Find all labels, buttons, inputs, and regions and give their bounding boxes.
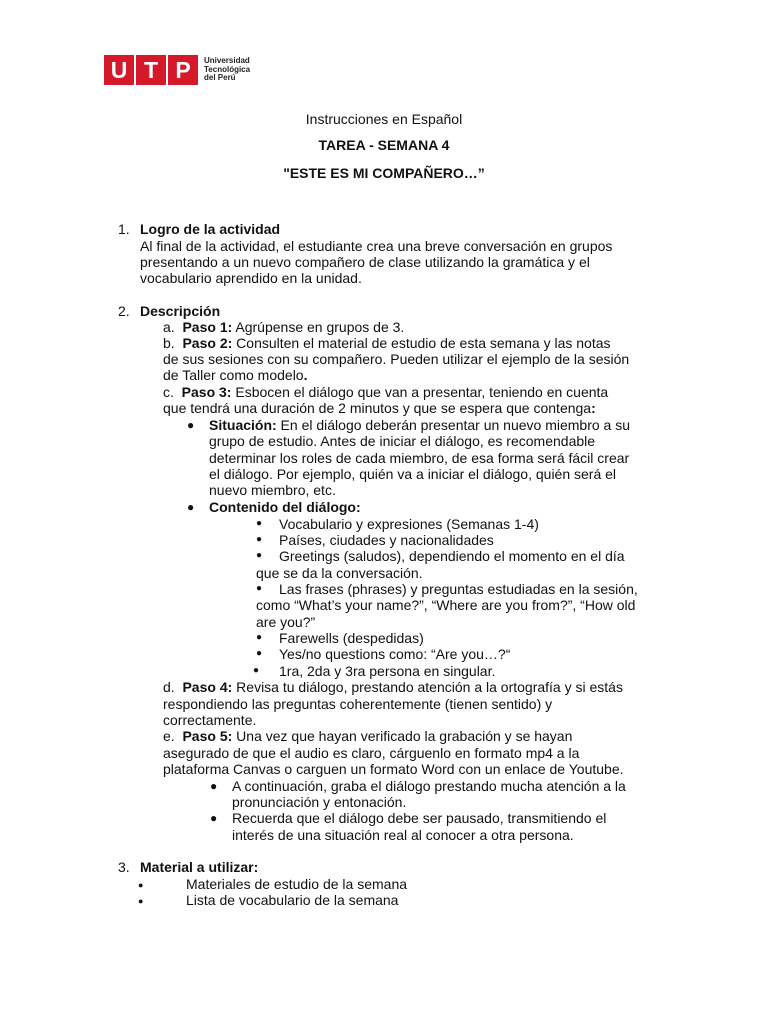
step-c-line: que tendrá una duración de 2 minutos y que se espera que contenga: bbox=[163, 400, 596, 416]
step-a bbox=[163, 319, 404, 335]
section-1-line: vocabulario aprendido en la unidad. bbox=[140, 270, 362, 286]
bullet-icon: ● bbox=[210, 811, 218, 825]
section-1-number: 1. bbox=[118, 221, 130, 237]
section-3-number: 3. bbox=[118, 859, 130, 875]
step-d bbox=[163, 679, 623, 695]
contenido-item: Vocabulario y expresiones (Semanas 1-4) bbox=[279, 516, 539, 532]
step-e-bold: Paso 5: bbox=[182, 728, 233, 744]
contenido-item: Greetings (saludos), dependiendo el momento en el día bbox=[279, 548, 625, 564]
step-e-line: plataforma Canvas o carguen un formato Word con un enlace de Youtube. bbox=[163, 761, 624, 777]
step-c-bold: Paso 3: bbox=[181, 384, 232, 400]
step-d-line: respondiendo las preguntas coherentemente (tienen sentido) y bbox=[163, 696, 553, 712]
bullet-icon: ● bbox=[187, 500, 195, 514]
material-item: Materiales de estudio de la semana bbox=[186, 876, 408, 892]
step-b bbox=[163, 335, 611, 351]
step-b-line: de Taller como modelo. bbox=[163, 367, 308, 383]
situacion-line: el diálogo. Por ejemplo, quién va a iniciar el diálogo, quién será el bbox=[209, 466, 617, 482]
contenido-item: Países, ciudades y nacionalidades bbox=[279, 532, 494, 548]
section-1-heading: Logro de la actividad bbox=[140, 221, 281, 237]
logo-text: Universidad Tecnológica del Perú bbox=[204, 56, 251, 83]
contenido-item: Yes/no questions como: “Are you…?“ bbox=[279, 646, 511, 662]
bullet-icon: ● bbox=[256, 534, 263, 545]
page-title: TAREA - SEMANA 4 bbox=[318, 137, 450, 153]
bullet-icon: ● bbox=[256, 632, 263, 643]
step-c-label: c. bbox=[163, 384, 174, 400]
bullet-icon: ● bbox=[256, 518, 263, 529]
step-e-bullet: pronunciación y entonación. bbox=[232, 794, 407, 810]
step-a-label: a. bbox=[163, 319, 175, 335]
contenido-item: como “What’s your name?”, “Where are you from?”, “How old bbox=[256, 597, 636, 613]
contenido-heading: Contenido del diálogo: bbox=[209, 499, 361, 515]
situacion-line: determinar los roles de cada miembro, de esa forma será fácil crear bbox=[209, 450, 630, 466]
step-d-text: Revisa tu diálogo, prestando atención a la ortografía y si estás bbox=[232, 679, 623, 695]
bullet-icon: ● bbox=[253, 665, 260, 676]
contenido-item: Farewells (despedidas) bbox=[279, 630, 424, 646]
page-subtitle: Instrucciones en Español bbox=[305, 111, 463, 127]
section-2-heading: Descripción bbox=[140, 303, 221, 319]
contenido-item: que se da la conversación. bbox=[256, 565, 423, 581]
step-e-bullet: interés de una situación real al conocer a otra persona. bbox=[232, 827, 574, 843]
step-a-text: Agrúpense en grupos de 3. bbox=[232, 319, 405, 335]
step-d-line: correctamente. bbox=[163, 712, 257, 728]
step-d-bold: Paso 4: bbox=[182, 679, 233, 695]
bullet-icon: ● bbox=[138, 896, 144, 906]
situacion-line: Situación: En el diálogo deberán presentar un nuevo miembro a su bbox=[209, 417, 631, 433]
step-e-bullet: Recuerda que el diálogo debe ser pausado, transmitiendo el bbox=[232, 810, 607, 826]
step-b-text: Consulten el material de estudio de esta semana y las notas bbox=[232, 335, 611, 351]
step-d-label: d. bbox=[163, 679, 175, 695]
step-e-bullet: A continuación, graba el diálogo prestando mucha atención a la bbox=[232, 778, 626, 794]
section-1-line: presentando a un nuevo compañero de clase utilizando la gramática y el bbox=[140, 254, 590, 270]
bullet-icon: ● bbox=[210, 779, 218, 793]
step-b-line: de sus sesiones con su compañero. Pueden utilizar el ejemplo de la sesión bbox=[163, 351, 630, 367]
logo-letter-p: P bbox=[168, 55, 198, 85]
contenido-item: are you?” bbox=[256, 614, 316, 630]
step-e bbox=[163, 728, 572, 744]
bullet-icon: ● bbox=[187, 418, 195, 432]
step-b-bold: Paso 2: bbox=[182, 335, 233, 351]
step-c bbox=[163, 384, 608, 400]
section-3-heading: Material a utilizar: bbox=[140, 859, 259, 875]
contenido-item: Las frases (phrases) y preguntas estudiadas en la sesión, bbox=[279, 581, 638, 597]
section-1-line: Al final de la actividad, el estudiante crea una breve conversación en grupos bbox=[140, 238, 613, 254]
section-2-number: 2. bbox=[118, 303, 130, 319]
step-e-line: asegurado de que el audio es claro, cárguenlo en formato mp4 a la bbox=[163, 745, 580, 761]
contenido-item: 1ra, 2da y 3ra persona en singular. bbox=[279, 663, 496, 679]
situacion-line: grupo de estudio. Antes de iniciar el diálogo, es recomendable bbox=[209, 433, 596, 449]
bullet-icon: ● bbox=[256, 648, 263, 659]
situacion-line: nuevo miembro, etc. bbox=[209, 482, 336, 498]
logo-letter-u: U bbox=[104, 55, 134, 85]
step-e-text: Una vez que hayan verificado la grabación y se hayan bbox=[232, 728, 573, 744]
utp-logo bbox=[104, 55, 250, 85]
step-a-bold: Paso 1: bbox=[182, 319, 233, 335]
step-c-text: Esbocen el diálogo que van a presentar, teniendo en cuenta bbox=[231, 384, 609, 400]
bullet-icon: ● bbox=[256, 583, 263, 594]
step-e-label: e. bbox=[163, 728, 175, 744]
bullet-icon: ● bbox=[256, 550, 263, 561]
bullet-icon: ● bbox=[138, 880, 144, 890]
logo-letter-t: T bbox=[136, 55, 166, 85]
step-b-label: b. bbox=[163, 335, 175, 351]
page-topic: "ESTE ES MI COMPAÑERO…” bbox=[283, 165, 485, 181]
material-item: Lista de vocabulario de la semana bbox=[186, 892, 399, 908]
